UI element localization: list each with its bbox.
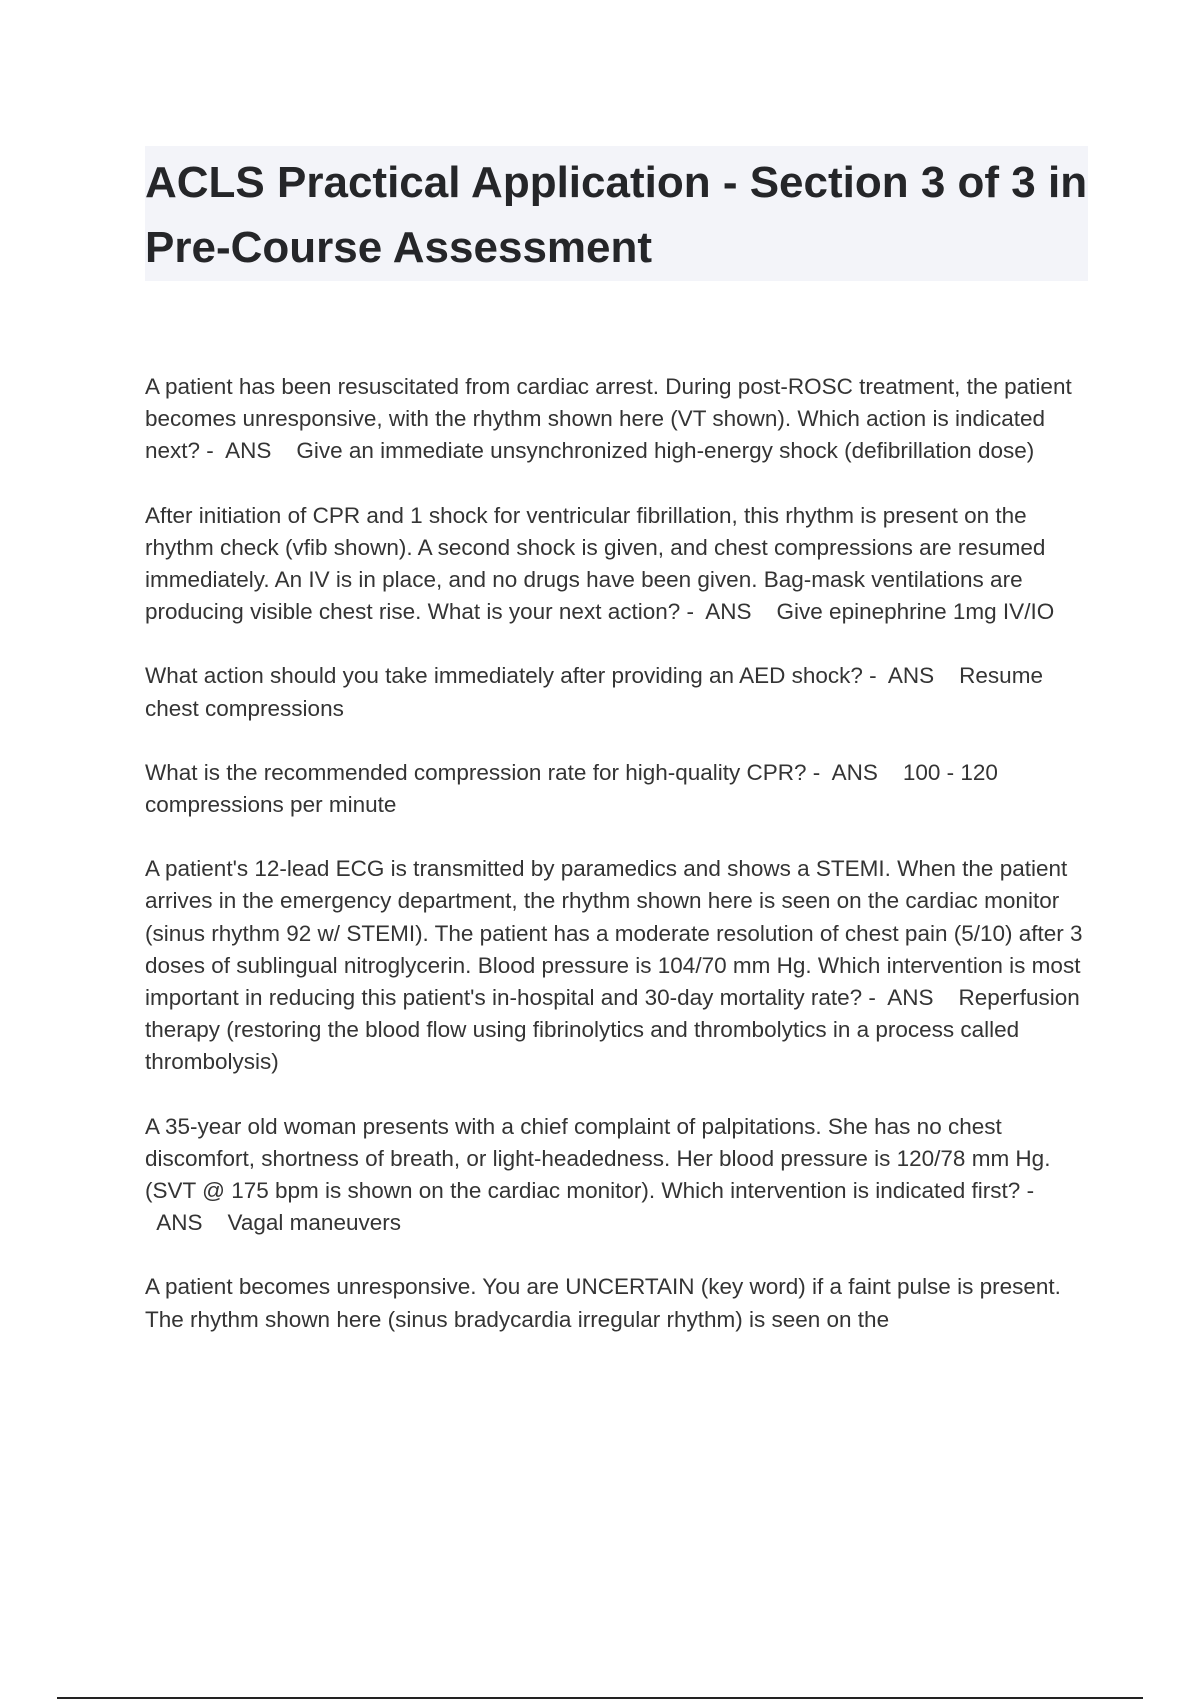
qa-item [145, 500, 1085, 629]
answer-text: Reperfusion therapy (restoring the blood flow using fibrinolytics and thrombolytics in a process called thrombolysis) [145, 985, 1080, 1075]
title-block [145, 146, 1088, 281]
qa-item [145, 853, 1085, 1078]
question-text: What action should you take immediately after providing an AED shock? - [145, 663, 877, 689]
answer-marker: ANS [225, 438, 272, 464]
qa-item [145, 660, 1085, 724]
answer-marker: ANS [705, 599, 752, 625]
qa-list [145, 371, 1085, 1368]
footer-divider [57, 1697, 1143, 1699]
qa-item [145, 371, 1085, 468]
question-text: A 35-year old woman presents with a chief complaint of palpitations. She has no chest discomfort, shortness of breath, or light-headedness. Her blood pressure is 120/78 mm Hg. (SVT @ 175 bpm is shown on the cardiac monitor). Which intervention is indicated first? - [145, 1113, 1051, 1204]
qa-item [145, 1271, 1085, 1335]
answer-text: Give epinephrine 1mg IV/IO [776, 599, 1055, 625]
page-title: ACLS Practical Application - Section 3 of 3 in Pre-Course Assessment [145, 158, 1088, 272]
answer-marker: ANS [887, 663, 935, 689]
qa-item [145, 757, 1085, 821]
question-text: A patient's 12-lead ECG is transmitted by paramedics and shows a STEMI. When the patient arrives in the emergency department, the rhythm shown here is seen on the cardiac monitor (sinus rhythm 92 w/ STEMI). The patient has a moderate resolution of chest pain (5/10) after 3 doses of sublingual nitroglycerin. Blood pressure is 104/70 mm Hg. Which intervention is most important in reducing this patient's in-hospital and 30-day mortality rate? - [145, 856, 1083, 1011]
answer-marker: ANS [831, 759, 878, 785]
qa-item [145, 1111, 1085, 1240]
answer-marker: ANS [156, 1210, 203, 1236]
question-text: A patient becomes unresponsive. You are UNCERTAIN (key word) if a faint pulse is present. The rhythm shown here (sinus bradycardia irregular rhythm) is seen on the [145, 1274, 1061, 1332]
answer-text: Vagal maneuvers [227, 1210, 401, 1236]
answer-text: 100 - 120 compressions per minute [145, 759, 998, 818]
question-text: After initiation of CPR and 1 shock for ventricular fibrillation, this rhythm is present on the rhythm check (vfib shown). A second shock is given, and chest compressions are resumed immediately. An IV is in place, and no drugs have been given. Bag-mask ventilations are producing visible chest rise. What is your next action? - [145, 502, 1046, 625]
answer-text: Give an immediate unsynchronized high-energy shock (defibrillation dose) [296, 438, 1035, 464]
question-text: What is the recommended compression rate for high-quality CPR? - [145, 759, 821, 785]
answer-text: Resume chest compressions [145, 663, 1043, 721]
answer-marker: ANS [887, 985, 934, 1011]
question-text: A patient has been resuscitated from cardiac arrest. During post-ROSC treatment, the patient becomes unresponsive, with the rhythm shown here (VT shown). Which action is indicated next? - [145, 374, 1072, 464]
